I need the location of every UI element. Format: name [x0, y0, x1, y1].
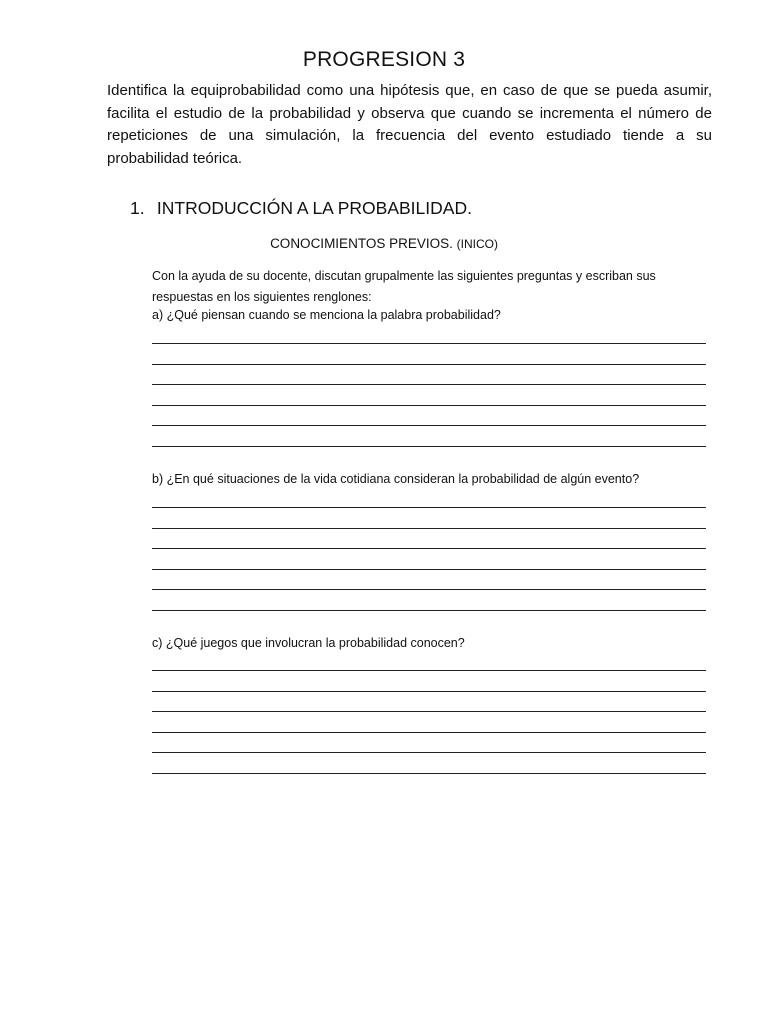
- answer-line: [152, 405, 706, 406]
- answer-line: [152, 507, 706, 508]
- answer-line: [152, 589, 706, 590]
- section-number: 1.: [130, 198, 145, 218]
- answer-line: [152, 548, 706, 549]
- answer-line: [152, 384, 706, 385]
- answer-line: [152, 446, 706, 447]
- subheading-main: CONOCIMIENTOS PREVIOS.: [270, 236, 453, 251]
- answer-line: [152, 425, 706, 426]
- answer-line: [152, 528, 706, 529]
- answer-line: [152, 343, 706, 344]
- section-heading: [130, 198, 472, 219]
- answer-line: [152, 732, 706, 733]
- answer-line: [152, 711, 706, 712]
- answer-line: [152, 569, 706, 570]
- question-b: b) ¿En qué situaciones de la vida cotidiana consideran la probabilidad de algún evento?: [152, 472, 640, 486]
- instructions-paragraph: Con la ayuda de su docente, discutan grupalmente las siguientes preguntas y escriban sus respuestas en los siguientes renglones:: [152, 269, 656, 304]
- answer-line: [152, 773, 706, 774]
- question-a: a) ¿Qué piensan cuando se menciona la palabra probabilidad?: [152, 308, 501, 322]
- answer-line: [152, 670, 706, 671]
- answer-line: [152, 752, 706, 753]
- intro-paragraph: Identifica la equiprobabilidad como una hipótesis que, en caso de que se pueda asumir, facilita el estudio de la probabilidad y observa que cuando se incrementa el número de repeticiones de una simulación, la frecuencia del evento estudiado tiende a su probabilidad teórica.: [107, 82, 712, 167]
- section-title: INTRODUCCIÓN A LA PROBABILIDAD.: [156, 198, 472, 218]
- page-title: PROGRESION 3: [302, 48, 466, 71]
- subheading: [0, 236, 768, 251]
- subheading-note: (INICO): [456, 237, 498, 251]
- answer-line: [152, 364, 706, 365]
- question-c: c) ¿Qué juegos que involucran la probabilidad conocen?: [152, 636, 465, 650]
- answer-line: [152, 691, 706, 692]
- answer-line: [152, 610, 706, 611]
